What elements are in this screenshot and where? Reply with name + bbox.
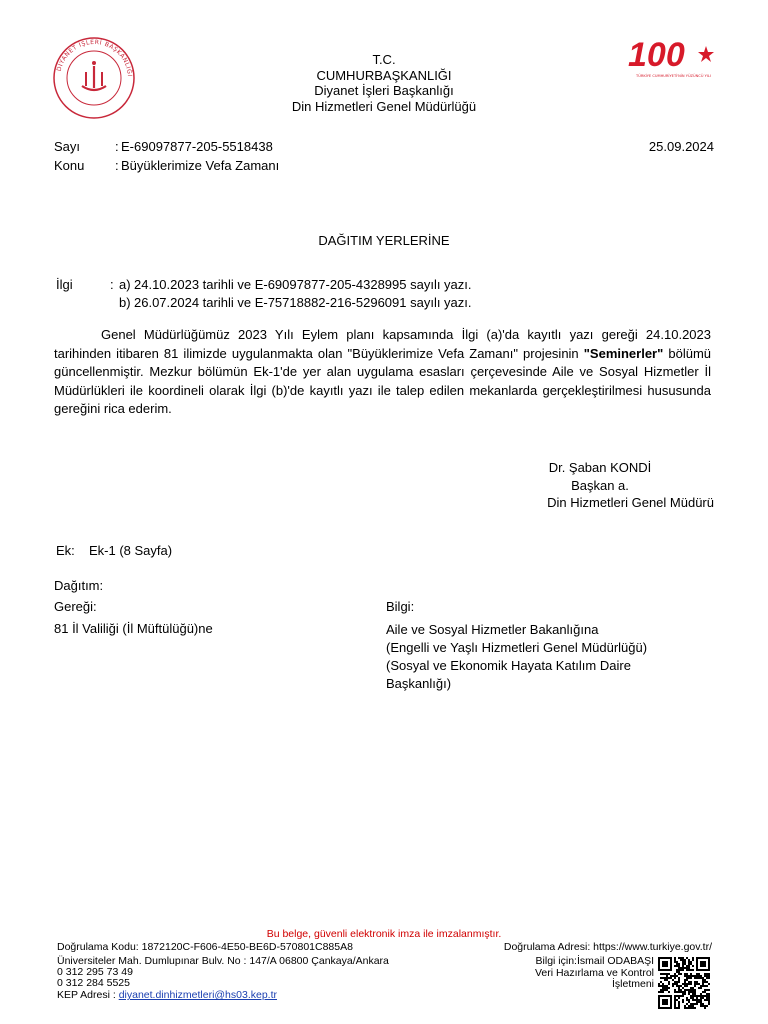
- signature-block: [520, 459, 680, 495]
- contact-role-1: Veri Hazırlama ve Kontrol: [534, 966, 654, 979]
- document-date: 25.09.2024: [648, 139, 714, 154]
- distribution-label: Dağıtım:: [54, 578, 104, 593]
- ilgi-b-marker: b): [119, 295, 131, 310]
- svg-text:100: 100: [628, 36, 685, 74]
- header-institution: Diyanet İşleri Başkanlığı: [314, 83, 454, 98]
- svg-text:TÜRKİYE CUMHURİYETİ'NİN YÜZÜNC: TÜRKİYE CUMHURİYETİ'NİN YÜZÜNCÜ YILI: [636, 74, 711, 78]
- attachment-label: Ek:: [56, 543, 75, 558]
- bilgi-line: (Engelli ve Yaşlı Hizmetleri Genel Müdürlüğü): [386, 640, 648, 655]
- konu-value: Büyüklerimize Vefa Zamanı: [121, 158, 280, 173]
- sayi-separator: :: [115, 139, 119, 154]
- konu-label: Konu: [54, 158, 85, 173]
- gereg-label: Gereği:: [54, 599, 97, 614]
- e-signature-notice: Bu belge, güvenli elektronik imza ile imzalanmıştır.: [266, 928, 502, 940]
- qr-code: [658, 957, 710, 1009]
- body-text-part1: Genel Müdürlüğümüz 2023 Yılı Eylem planı kapsamında İlgi (a)'da kayıtlı yazı gereği 24.10.2023 tarihinden itibaren 81 ilimizde uygulanmakta olan "Büyüklerimize Vefa Zamanı" projesinin: [54, 327, 711, 361]
- ilgi-a-marker: a): [119, 277, 131, 292]
- body-text-part2: bölümü güncellenmiştir. Mezkur bölümün Ek-1'de yer alan uygulama esasları çerçevesinde Aile ve Sosyal Hizmetler İl Müdürlükleri ile koordineli olarak İlgi (b)'de kayıtlı yazı ile talep edilen mekanlarda gerçekleştirilmesi hususunda gereğini rica ederim.: [54, 345, 711, 416]
- bilgi-line: Başkanlığı): [386, 676, 452, 691]
- verification-code: Doğrulama Kodu: 1872120C-F606-4E50-BE6D-570801C885A8: [57, 941, 353, 953]
- bilgi-line: (Sosyal ve Ekonomik Hayata Katılım Daire: [386, 658, 631, 673]
- signer-name: Dr. Şaban KONDİ: [548, 460, 652, 475]
- footer-phone-1: 0 312 295 73 49: [57, 966, 133, 978]
- svg-text:DİYANET İŞLERİ BAŞKANLIĞI: DİYANET İŞLERİ BAŞKANLIĞI: [55, 38, 133, 78]
- contact-person: Bilgi için:İsmail ODABAŞI: [535, 955, 654, 967]
- contact-info: [535, 956, 654, 991]
- verification-address: Doğrulama Adresi: https://www.turkiye.gov.tr/: [503, 941, 712, 953]
- kep-label: KEP Adresi :: [57, 989, 116, 1001]
- bilgi-list: [386, 621, 647, 693]
- ilgi-separator: :: [110, 277, 114, 292]
- footer-address: Üniversiteler Mah. Dumlupınar Bulv. No : 147/A 06800 Çankaya/Ankara: [57, 955, 389, 967]
- kep-link[interactable]: diyanet.dinhizmetleri@hs03.kep.tr: [118, 989, 278, 1001]
- signer-title-2: Din Hizmetleri Genel Müdürü: [547, 495, 714, 510]
- header-presidency: CUMHURBAŞKANLIĞI: [316, 67, 452, 83]
- bilgi-label: Bilgi:: [386, 599, 415, 614]
- gereg-value: 81 İl Valiliği (İl Müftülüğü)ne: [54, 621, 213, 636]
- sayi-value: E-69097877-205-5518438: [121, 139, 273, 154]
- attachment-value: Ek-1 (8 Sayfa): [89, 543, 173, 558]
- header-tc: T.C.: [372, 52, 396, 67]
- body-text-bold: "Seminerler": [583, 345, 664, 361]
- konu-separator: :: [115, 158, 119, 173]
- bilgi-line: Aile ve Sosyal Hizmetler Bakanlığına: [386, 622, 599, 637]
- footer-phone-2: 0 312 284 5525: [57, 977, 130, 989]
- signer-title-1: Başkan a.: [571, 478, 629, 493]
- ilgi-label: İlgi: [56, 277, 73, 292]
- sayi-label: Sayı: [54, 139, 81, 154]
- header-block: [0, 52, 768, 114]
- contact-role-2: İşletmeni: [611, 978, 654, 990]
- recipient-heading: DAĞITIM YERLERİNE: [318, 233, 450, 248]
- header-directorate: Din Hizmetleri Genel Müdürlüğü: [291, 98, 477, 114]
- ilgi-a-text: 24.10.2023 tarihli ve E-69097877-205-4328995 sayılı yazı.: [134, 277, 472, 292]
- body-paragraph: [54, 326, 711, 419]
- ilgi-b-text: 26.07.2024 tarihli ve E-75718882-216-5296091 sayılı yazı.: [134, 295, 472, 310]
- kep-row: [57, 990, 277, 1002]
